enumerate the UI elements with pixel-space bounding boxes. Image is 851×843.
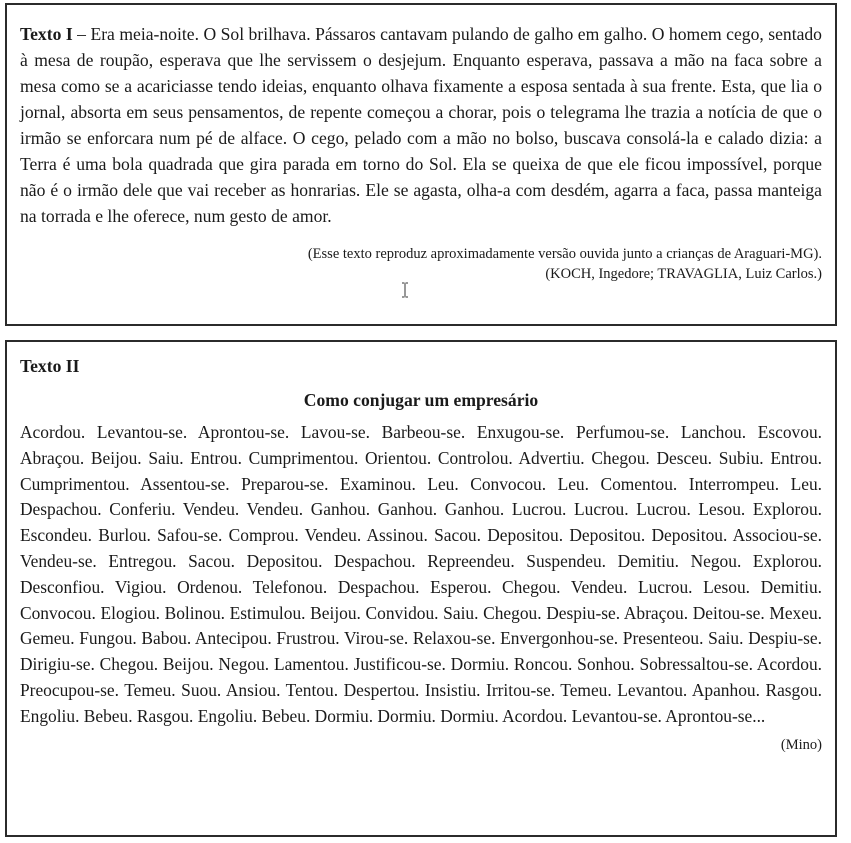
text-two-title: Como conjugar um empresário [303, 390, 539, 410]
text-two-body: Acordou. Levantou-se. Aprontou-se. Lavou-se. Barbeou-se. Enxugou-se. Perfumou-se. Lanchou. Escovou. Abraçou. Beijou. Saiu. Entrou. Cumprimentou. Orientou. Controlou. Advertiu. Chegou. Desceu. Subiu. Entrou. Cumprimentou. Assentou-se. Preparou-se. Examinou. Leu. Convocou. Leu. Comentou. Interrompeu. Leu. Despachou. Conferiu. Vendeu. Vendeu. Ganhou. Ganhou. Ganhou. Lucrou. Lucrou. Lucrou. Lesou. Explorou. Escondeu. Burlou. Safou-se. Comprou. Vendeu. Assinou. Sacou. Depositou. Depositou. Depositou. Associou-se. Vendeu-se. Entregou. Sacou. Depositou. Despachou. Repreendeu. Suspendeu. Demitiu. Negou. Explorou. Desconfiou. Vigiou. Ordenou. Telefonou. Despachou. Esperou. Chegou. Vendeu. Lucrou. Lesou. Demitiu. Convocou. Elogiou. Bolinou. Estimulou. Beijou. Convidou. Saiu. Chegou. Despiu-se. Abraçou. Deitou-se. Mexeu. Gemeu. Fungou. Babou. Antecipou. Frustrou. Virou-se. Relaxou-se. Envergonhou-se. Presenteou. Saiu. Despiu-se. Dirigiu-se. Chegou. Beijou. Negou. Lamentou. Justificou-se. Dormiu. Roncou. Sonhou. Sobressaltou-se. Acordou. Preocupou-se. Temeu. Suou. Ansiou. Tentou. Despertou. Insistiu. Irritou-se. Temeu. Levantou. Apanhou. Rasgou. Engoliu. Bebeu. Rasgou. Engoliu. Bebeu. Dormiu. Dormiu. Dormiu. Acordou. Levantou-se. Aprontou-se... [20, 422, 822, 726]
text-cursor-icon [401, 282, 409, 298]
text-two-author: (Mino) [780, 736, 822, 753]
text-two-label: Texto II [20, 356, 80, 376]
text-one-citation: (KOCH, Ingedore; TRAVAGLIA, Luiz Carlos.) [545, 266, 822, 282]
text-one-paragraph [20, 21, 822, 229]
text-one-body: Era meia-noite. O Sol brilhava. Pássaros cantavam pulando de galho em galho. O homem cego, sentado à mesa de roupão, esperava que lhe servissem o desjejum. Enquanto esperava, passava a mão na faca sobre a mesa como se a acariciasse tendo ideias, enquanto olhava fixamente a esposa sentada à sua frente. Esta, que lia o jornal, absorta em seus pensamentos, de repente começou a chorar, pois o telegrama lhe trazia a notícia de que o irmão se enforcara num pé de alface. O cego, pelado com a mão no bolso, buscava consolá-la e calado dizia: a Terra é uma bola quadrada que gira parada em torno do Sol. Ela se queixa de que ele ficou impossível, porque não é o irmão dele que vai receber as honrarias. Ele se agasta, olha-a com desdém, agarra a faca, passa manteiga na torrada e lhe oferece, num gesto de amor. [20, 24, 822, 226]
text-one-source-note: (Esse texto reproduz aproximadamente versão ouvida junto a crianças de Araguari-MG). [307, 246, 822, 262]
text-one-dash: – [72, 24, 91, 44]
text-one-box [5, 3, 837, 326]
text-one-label: Texto I [20, 24, 73, 44]
text-two-box [5, 340, 837, 837]
